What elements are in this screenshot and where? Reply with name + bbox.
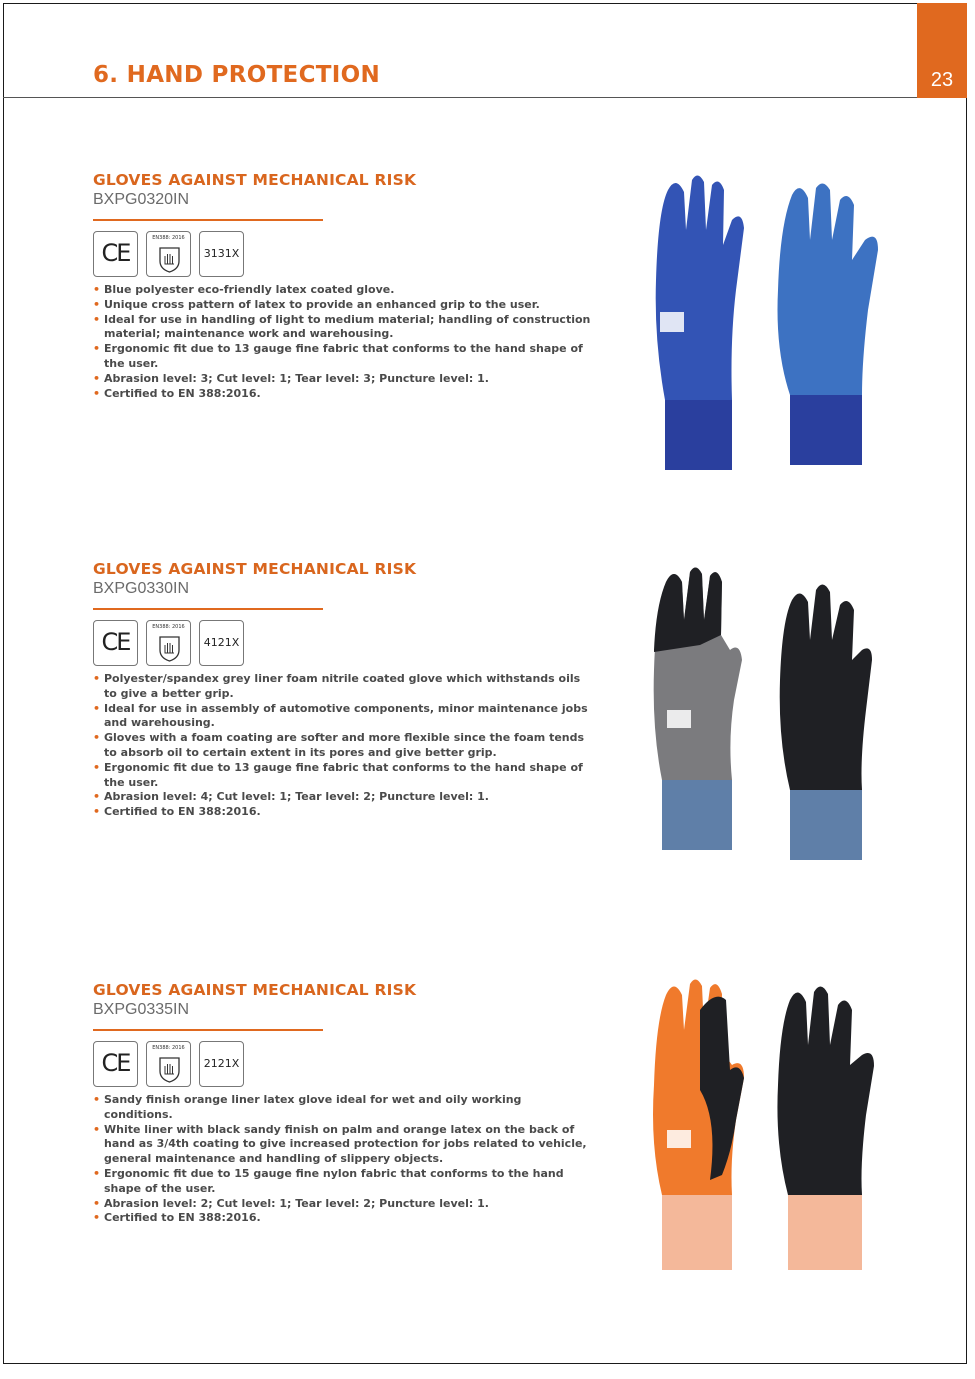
ce-mark-icon: CE: [101, 239, 130, 267]
ce-mark-badge: [93, 620, 138, 666]
page-number-tab: [917, 3, 967, 98]
feature-item: • Ideal for use in assembly of automotive components, minor maintenance jobs and warehousing.: [93, 702, 593, 732]
en388-badge: [146, 620, 191, 666]
feature-item: • Polyester/spandex grey liner foam nitrile coated glove which withstands oils to give a better grip.: [93, 672, 593, 702]
feature-item: • Certified to EN 388:2016.: [93, 1211, 593, 1226]
product-code: BXPG0330IN: [93, 580, 190, 597]
en388-badge: [146, 231, 191, 277]
feature-item: • Blue polyester eco-friendly latex coated glove.: [93, 283, 593, 298]
performance-score: 4121X: [203, 636, 240, 649]
product-heading: GLOVES AGAINST MECHANICAL RISK: [93, 171, 417, 189]
feature-list: [93, 283, 593, 401]
page-title: 6. HAND PROTECTION: [93, 62, 380, 88]
feature-item: • Ideal for use in handling of light to medium material; handling of construction material; maintenance work and warehousing.: [93, 313, 593, 343]
glove-product-image: [640, 170, 905, 480]
product-heading: GLOVES AGAINST MECHANICAL RISK: [93, 981, 417, 999]
glove-product-image: [640, 970, 905, 1280]
product-heading: GLOVES AGAINST MECHANICAL RISK: [93, 560, 417, 578]
feature-item: • Abrasion level: 2; Cut level: 1; Tear level: 2; Puncture level: 1.: [93, 1197, 593, 1212]
feature-item: • Ergonomic fit due to 13 gauge fine fabric that conforms to the hand shape of the user.: [93, 761, 593, 791]
en388-label: EN388: 2016: [152, 624, 185, 630]
ce-mark-badge: [93, 1041, 138, 1087]
ce-mark-icon: CE: [101, 1049, 130, 1077]
feature-item: • Abrasion level: 3; Cut level: 1; Tear level: 3; Puncture level: 1.: [93, 372, 593, 387]
shield-hand-icon: [158, 635, 181, 662]
performance-score-badge: [199, 1041, 244, 1087]
glove-back-view: [654, 567, 742, 850]
glove-back-view: [656, 175, 744, 470]
en388-badge: [146, 1041, 191, 1087]
feature-item: • Ergonomic fit due to 15 gauge fine nylon fabric that conforms to the hand shape of the user.: [93, 1167, 593, 1197]
en388-label: EN388: 2016: [152, 235, 185, 241]
page-number: 23: [930, 69, 954, 91]
feature-list: [93, 672, 593, 820]
glove-palm-view: [777, 986, 874, 1270]
feature-item: • Certified to EN 388:2016.: [93, 805, 593, 820]
ce-mark-badge: [93, 231, 138, 277]
glove-palm-view: [778, 183, 879, 465]
performance-score-badge: [199, 231, 244, 277]
heading-underline: [93, 608, 323, 610]
feature-item: • White liner with black sandy finish on palm and orange latex on the back of hand as 3/4th coating to give increased protection for jobs related to vehicle, general maintenance and handling of slippery objects.: [93, 1123, 593, 1167]
shield-hand-icon: [158, 1056, 181, 1083]
feature-item: • Gloves with a foam coating are softer and more flexible since the foam tends to absorb oil to certain extent in its pores and give better grip.: [93, 731, 593, 761]
glove-back-view: [653, 979, 744, 1270]
product-code: BXPG0320IN: [93, 191, 190, 208]
feature-item: • Certified to EN 388:2016.: [93, 387, 593, 402]
feature-list: [93, 1093, 593, 1226]
glove-product-image: [640, 560, 905, 870]
performance-score: 2121X: [203, 1057, 240, 1070]
feature-item: • Unique cross pattern of latex to provide an enhanced grip to the user.: [93, 298, 593, 313]
performance-score: 3131X: [203, 247, 240, 260]
feature-item: • Sandy finish orange liner latex glove ideal for wet and oily working conditions.: [93, 1093, 593, 1123]
heading-underline: [93, 219, 323, 221]
header-divider: [3, 97, 918, 98]
feature-item: • Abrasion level: 4; Cut level: 1; Tear level: 2; Puncture level: 1.: [93, 790, 593, 805]
shield-hand-icon: [158, 246, 181, 273]
product-code: BXPG0335IN: [93, 1001, 190, 1018]
glove-palm-view: [780, 584, 872, 860]
ce-mark-icon: CE: [101, 628, 130, 656]
performance-score-badge: [199, 620, 244, 666]
en388-label: EN388: 2016: [152, 1045, 185, 1051]
feature-item: • Ergonomic fit due to 13 gauge fine fabric that conforms to the hand shape of the user.: [93, 342, 593, 372]
heading-underline: [93, 1029, 323, 1031]
